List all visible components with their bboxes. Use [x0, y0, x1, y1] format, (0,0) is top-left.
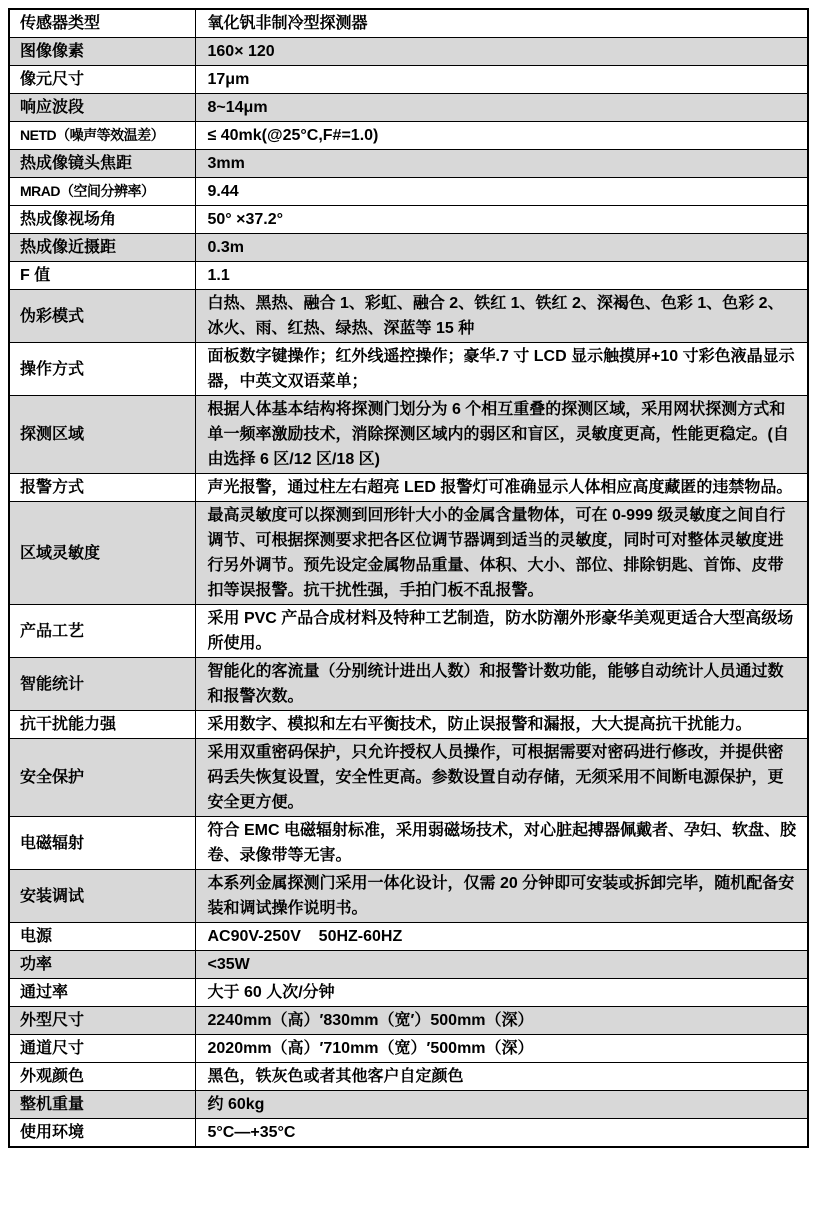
- spec-label: 热成像镜头焦距: [9, 150, 195, 178]
- spec-value: 2020mm（高）′710mm（宽）′500mm（深）: [195, 1035, 808, 1063]
- spec-label: 电磁辐射: [9, 817, 195, 870]
- spec-label: 通道尺寸: [9, 1035, 195, 1063]
- spec-label: 外观颜色: [9, 1063, 195, 1091]
- spec-value: 50° ×37.2°: [195, 206, 808, 234]
- spec-value: 3mm: [195, 150, 808, 178]
- spec-value: 采用数字、模拟和左右平衡技术，防止误报警和漏报，大大提高抗干扰能力。: [195, 711, 808, 739]
- table-row: [9, 474, 808, 502]
- spec-value: AC90V-250V 50HZ-60HZ: [195, 923, 808, 951]
- spec-value: 采用双重密码保护，只允许授权人员操作，可根据需要对密码进行修改，并提供密码丢失恢复设置，安全性更高。参数设置自动存储，无须采用不间断电源保护，更安全更方便。: [195, 739, 808, 817]
- spec-label: 像元尺寸: [9, 66, 195, 94]
- spec-label: 整机重量: [9, 1091, 195, 1119]
- spec-label: 热成像视场角: [9, 206, 195, 234]
- spec-label: 产品工艺: [9, 605, 195, 658]
- spec-label: 图像像素: [9, 38, 195, 66]
- spec-value: 9.44: [195, 178, 808, 206]
- table-row: [9, 38, 808, 66]
- spec-value: 5°C—+35°C: [195, 1119, 808, 1148]
- spec-label: 外型尺寸: [9, 1007, 195, 1035]
- spec-label: 热成像近摄距: [9, 234, 195, 262]
- table-row: [9, 234, 808, 262]
- table-row: [9, 396, 808, 474]
- spec-label: 响应波段: [9, 94, 195, 122]
- table-row: [9, 739, 808, 817]
- table-row: [9, 658, 808, 711]
- table-row: [9, 923, 808, 951]
- spec-value: 约 60kg: [195, 1091, 808, 1119]
- table-row: [9, 66, 808, 94]
- spec-value: 2240mm（高）′830mm（宽′）500mm（深）: [195, 1007, 808, 1035]
- spec-value: 大于 60 人次/分钟: [195, 979, 808, 1007]
- spec-table-body: [9, 9, 808, 1147]
- table-row: [9, 262, 808, 290]
- spec-label: 伪彩模式: [9, 290, 195, 343]
- spec-label: 安装调试: [9, 870, 195, 923]
- table-row: [9, 817, 808, 870]
- table-row: [9, 206, 808, 234]
- spec-label: 传感器类型: [9, 9, 195, 38]
- spec-label: MRAD（空间分辨率）: [9, 178, 195, 206]
- spec-value: 智能化的客流量（分别统计进出人数）和报警计数功能，能够自动统计人员通过数和报警次数。: [195, 658, 808, 711]
- spec-value: 采用 PVC 产品合成材料及特种工艺制造，防水防潮外形豪华美观更适合大型高级场所使用。: [195, 605, 808, 658]
- table-row: [9, 502, 808, 605]
- spec-value: 最高灵敏度可以探测到回形针大小的金属含量物体，可在 0-999 级灵敏度之间自行调节、可根据探测要求把各区位调节器调到适当的灵敏度，同时可对整体灵敏度进行另外调节。预先设定金属物品重量、体积、大小、部位、排除钥匙、首饰、皮带扣等误报警。抗干扰性强，手拍门板不乱报警。: [195, 502, 808, 605]
- table-row: [9, 1035, 808, 1063]
- spec-label: 操作方式: [9, 343, 195, 396]
- spec-value: 白热、黑热、融合 1、彩虹、融合 2、铁红 1、铁红 2、深褐色、色彩 1、色彩 2、冰火、雨、红热、绿热、深蓝等 15 种: [195, 290, 808, 343]
- spec-label: 区域灵敏度: [9, 502, 195, 605]
- spec-label: NETD（噪声等效温差）: [9, 122, 195, 150]
- table-row: [9, 979, 808, 1007]
- table-row: [9, 870, 808, 923]
- table-row: [9, 1119, 808, 1148]
- spec-label: 安全保护: [9, 739, 195, 817]
- spec-label: 抗干扰能力强: [9, 711, 195, 739]
- table-row: [9, 122, 808, 150]
- spec-label: 通过率: [9, 979, 195, 1007]
- spec-value: 面板数字键操作；红外线遥控操作；豪华.7 寸 LCD 显示触摸屏+10 寸彩色液晶显示器，中英文双语菜单；: [195, 343, 808, 396]
- spec-label: 智能统计: [9, 658, 195, 711]
- spec-value: 黑色，铁灰色或者其他客户自定颜色: [195, 1063, 808, 1091]
- spec-value: 17μm: [195, 66, 808, 94]
- spec-label: 使用环境: [9, 1119, 195, 1148]
- spec-value: 氧化钒非制冷型探测器: [195, 9, 808, 38]
- spec-value: 本系列金属探测门采用一体化设计，仅需 20 分钟即可安装或拆卸完毕，随机配备安装和调试操作说明书。: [195, 870, 808, 923]
- table-row: [9, 150, 808, 178]
- table-row: [9, 951, 808, 979]
- spec-value: 160× 120: [195, 38, 808, 66]
- table-row: [9, 605, 808, 658]
- spec-table: [8, 8, 809, 1148]
- spec-label: 功率: [9, 951, 195, 979]
- table-row: [9, 1007, 808, 1035]
- spec-value: 1.1: [195, 262, 808, 290]
- spec-label: 探测区域: [9, 396, 195, 474]
- table-row: [9, 178, 808, 206]
- spec-value: 8~14μm: [195, 94, 808, 122]
- spec-value: ≤ 40mk(@25°C,F#=1.0): [195, 122, 808, 150]
- spec-label: 报警方式: [9, 474, 195, 502]
- spec-value: 根据人体基本结构将探测门划分为 6 个相互重叠的探测区域，采用网状探测方式和单一频率激励技术，消除探测区域内的弱区和盲区，灵敏度更高，性能更稳定。(自由选择 6 区/12 区/18 区): [195, 396, 808, 474]
- spec-value: 符合 EMC 电磁辐射标准，采用弱磁场技术，对心脏起搏器佩戴者、孕妇、软盘、胶卷、录像带等无害。: [195, 817, 808, 870]
- spec-value: 声光报警，通过柱左右超亮 LED 报警灯可准确显示人体相应高度藏匿的违禁物品。: [195, 474, 808, 502]
- table-row: [9, 94, 808, 122]
- spec-label: 电源: [9, 923, 195, 951]
- table-row: [9, 343, 808, 396]
- table-row: [9, 711, 808, 739]
- spec-value: <35W: [195, 951, 808, 979]
- table-row: [9, 290, 808, 343]
- spec-value: 0.3m: [195, 234, 808, 262]
- spec-label: F 值: [9, 262, 195, 290]
- table-row: [9, 9, 808, 38]
- table-row: [9, 1091, 808, 1119]
- table-row: [9, 1063, 808, 1091]
